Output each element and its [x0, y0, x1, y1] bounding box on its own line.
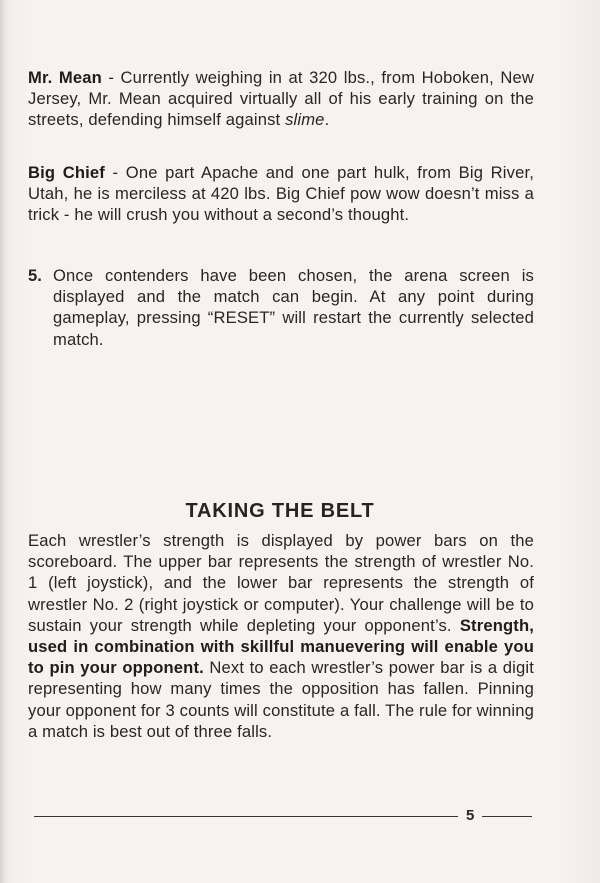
mr-mean-text: - Currently weighing in at 320 lbs., from Hoboken, New Jersey, Mr. Mean acquired virtually all of his early training on the streets, defending himself against: [28, 68, 535, 130]
step-number: 5.: [28, 266, 42, 285]
wrestler-name-big-chief: Big Chief: [28, 163, 105, 182]
page-footer: [34, 806, 534, 826]
wrestler-big-chief-description: [28, 162, 534, 226]
taking-the-belt-paragraph: [28, 530, 534, 742]
footer-rule-left: [34, 816, 458, 817]
instruction-step-5: [28, 265, 534, 350]
belt-bold-sentence: Strength, used in combination with skillful manuevering will enable you to pin your opponent.: [28, 615, 534, 678]
mr-mean-italic-word: slime: [285, 110, 325, 130]
mr-mean-text-end: .: [324, 110, 330, 130]
belt-text-start: Each wrestler’s strength is displayed by power bars on the scoreboard. The upper bar represents the strength of wrestler No. 1 (left joystick), and the lower bar represents the strength of wrestler No. 2 (right joystick or computer). Your challenge will be to sustain your strength while depleting your opponent’s.: [28, 531, 534, 635]
page-spine-shadow: [0, 0, 6, 883]
wrestler-name-mr-mean: Mr. Mean: [28, 68, 102, 87]
section-heading: TAKING THE BELT: [185, 500, 375, 522]
step-text: Once contenders have been chosen, the arena screen is displayed and the match can begin. At any point during gameplay, pressing “RESET” will restart the currently selected match.: [53, 266, 534, 349]
page-number: 5: [466, 807, 475, 824]
footer-rule-right: [482, 816, 532, 817]
belt-text-end: Next to each wrestler’s power bar is a digit representing how many times the opposition has fallen. Pinning your opponent for 3 counts will constitute a fall. The rule for winning a match is best out of three falls.: [28, 658, 534, 741]
wrestler-mr-mean-description: [28, 67, 534, 131]
big-chief-text: - One part Apache and one part hulk, from Big River, Utah, he is merciless at 420 lbs. Big Chief pow wow doesn’t miss a trick - he will crush you without a second’s thought.: [28, 163, 534, 225]
